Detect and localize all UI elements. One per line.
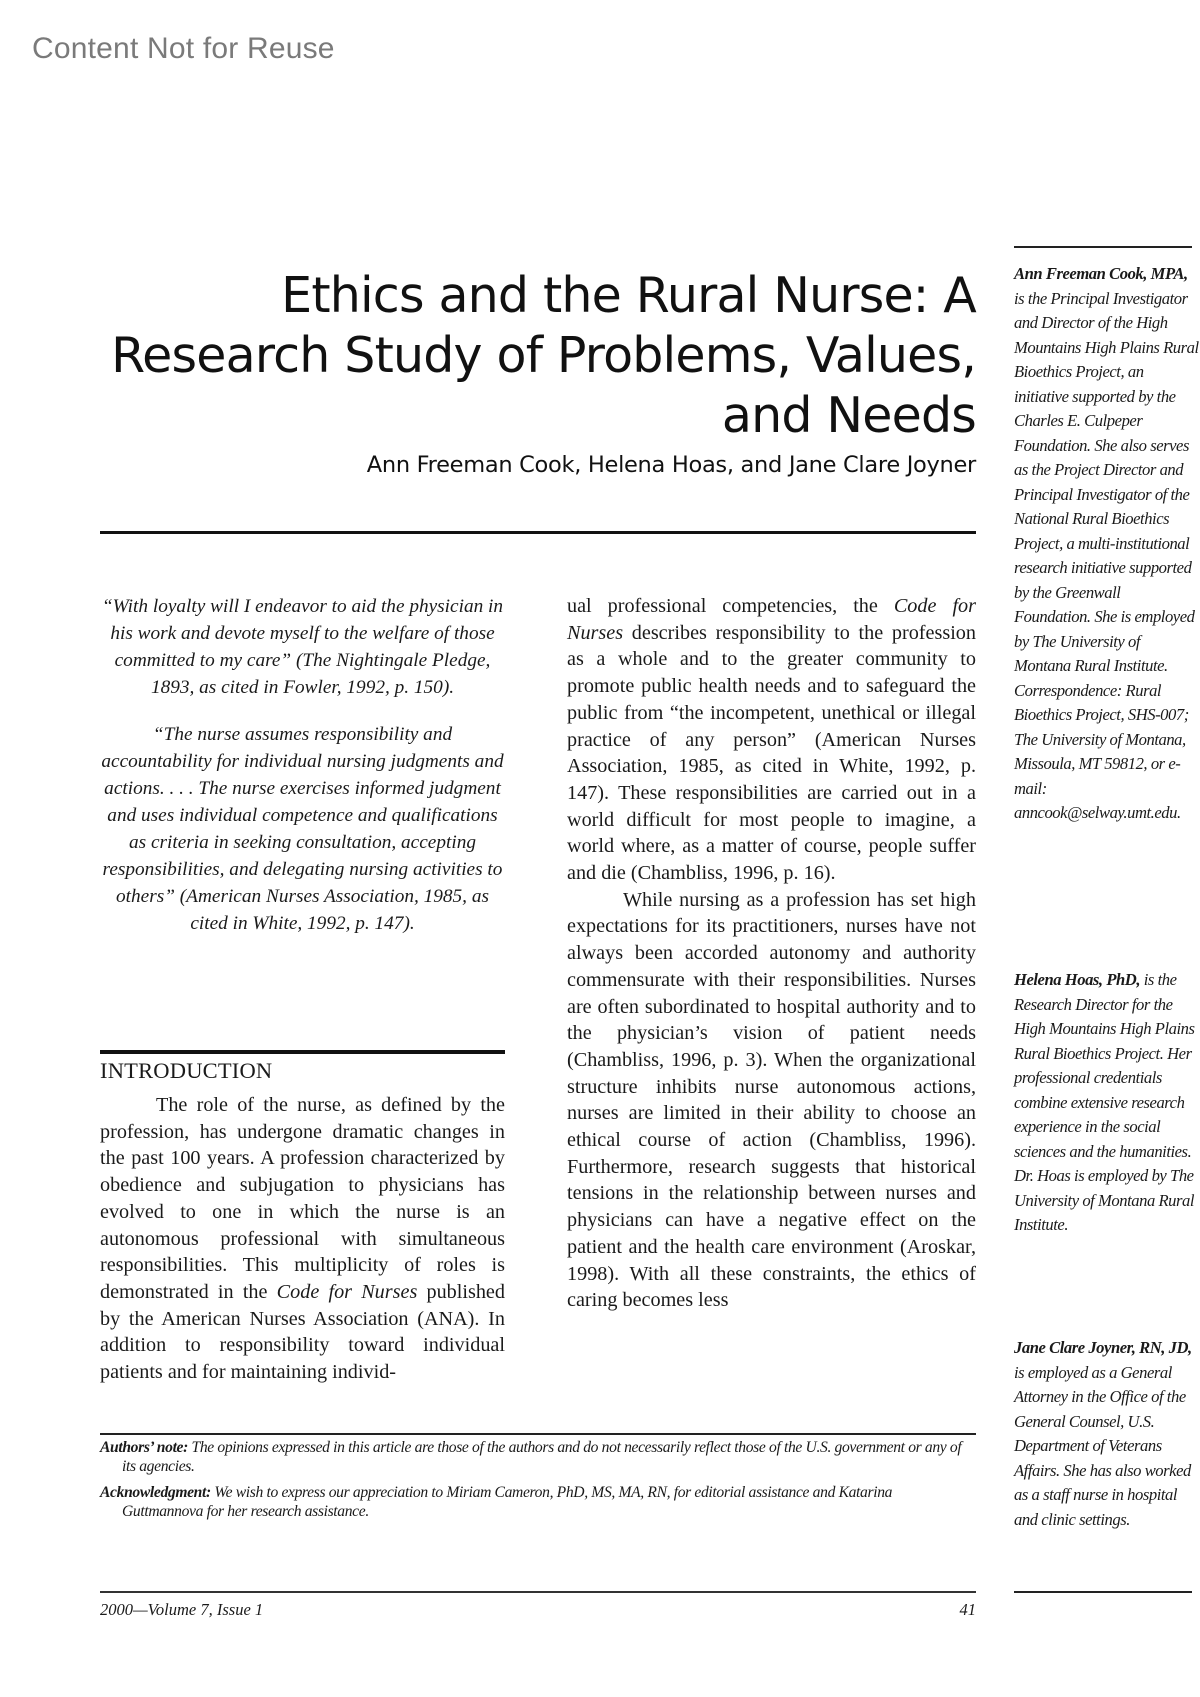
- authors-note: [100, 1438, 976, 1476]
- author-name: Jane Clare Joyner, RN, JD,: [1014, 1338, 1192, 1357]
- acknowledgment-text: We wish to express our appreciation to Miriam Cameron, PhD, MS, MA, RN, for editorial assistance and Katarina Guttmannova for her research assistance.: [122, 1484, 893, 1520]
- epigraph-nightingale-pledge: “With loyalty will I endeavor to aid the physician in his work and devote myself to the welfare of those committed to my care” (The Nightingale Pledge, 1893, as cited in Fowler, 1992, p. 150).: [101, 596, 504, 698]
- code-for-nurses-title: Code for Nurses: [276, 1280, 418, 1303]
- acknowledgment-label: Acknowledgment:: [100, 1484, 211, 1501]
- body-text: ual professional competencies, the: [567, 595, 894, 617]
- authors-note-text: The opinions expressed in this article are those of the authors and do not necessarily reflect those of the U.S. government or any of its agencies.: [122, 1439, 962, 1475]
- author-name: Helena Hoas, PhD,: [1014, 970, 1141, 989]
- notes-divider: [100, 1433, 976, 1435]
- body-text: The role of the nurse, as defined by the profession, has undergone dramatic changes in the past 100 years. A profession characterized by obedience and subjugation to physicians has evolved to one in which the nurse is an autonomous professional with simultaneous responsibilities. This multiplicity of roles is demonstrated in the: [100, 1094, 505, 1303]
- body-paragraph: While nursing as a profession has set high expectations for its practitioners, nurses have not always been accorded autonomy and authority commensurate with their responsibilities. Nurses are often subordinated to hospital authority and to the physician’s vision of patient needs (Chambliss, 1996, p. 3). When the organizational structure inhibits nurse autonomous actions, nurses are limited in their ability to choose an ethical course of action (Chambliss, 1996). Furthermore, research suggests that historical tensions in the relationship between nurses and physicians can have a negative effect on the patient and the health care environment (Aroskar, 1998). With all these constraints, the ethics of caring becomes less: [567, 888, 976, 1312]
- author-bio-joyner: [1014, 1336, 1200, 1532]
- footer-divider: [100, 1591, 976, 1593]
- code-for-nurses-title: Code for Nurses: [567, 595, 976, 644]
- watermark: Content Not for Reuse: [32, 32, 335, 65]
- journal-issue: 2000—Volume 7, Issue 1: [100, 1600, 264, 1619]
- body-paragraph: [567, 593, 976, 887]
- body-column-right: [567, 593, 976, 1314]
- epigraphs: [100, 593, 505, 957]
- page-number: 41: [959, 1600, 976, 1619]
- sidebar-divider-top: [1014, 246, 1192, 248]
- body-text: describes responsibility to the profession as a whole and to the greater community to promote public health needs and to safeguard the public from “the incompetent, unethical or illegal practice of any person” (American Nurses Association, 1985, as cited in White, 1992, p. 147). These responsibilities are carried out in a world difficult for most people to imagine, a world where, as a matter of course, people suffer and die (Chambliss, 1996, p. 16).: [567, 621, 976, 885]
- author-bio-text: is employed as a General Attorney in the Office of the General Counsel, U.S. Department of Veterans Affairs. She has also worked as a staff nurse in hospital and clinic settings.: [1014, 1362, 1191, 1529]
- author-name: Ann Freeman Cook, MPA,: [1014, 264, 1188, 283]
- authors-note-label: Authors’ note:: [100, 1439, 188, 1456]
- body-text: published by the American Nurses Association (ANA). In addition to responsibility toward individual patients and for maintaining individ-: [100, 1280, 505, 1384]
- body-column-left: [100, 1092, 505, 1386]
- sidebar-divider-bottom: [1014, 1591, 1192, 1593]
- author-bio-text: is the Research Director for the High Mountains High Plains Rural Bioethics Project. Her professional credentials combine extensive research experience in the social sciences and the humanities. Dr. Hoas is employed by The University of Montana Rural Institute.: [1014, 970, 1195, 1234]
- section-divider: [100, 1050, 505, 1054]
- epigraph-ana-code: “The nurse assumes responsibility and accountability for individual nursing judgments and actions. . . . The nurse exercises informed judgment and uses individual competence and qualifications as criteria in seeking consultation, accepting responsibilities, and delegating nursing activities to others” (American Nurses Association, 1985, as cited in White, 1992, p. 147).: [101, 724, 504, 934]
- author-bio-hoas: [1014, 968, 1200, 1238]
- acknowledgment: [100, 1483, 976, 1521]
- section-heading-introduction: INTRODUCTION: [100, 1058, 273, 1083]
- body-paragraph: [100, 1092, 505, 1386]
- title-divider: [100, 531, 976, 534]
- article-authors: Ann Freeman Cook, Helena Hoas, and Jane Clare Joyner: [366, 452, 976, 478]
- article-title: Ethics and the Rural Nurse: A Research Study of Problems, Values, and Needs: [111, 267, 976, 444]
- author-bio-text: is the Principal Investigator and Director of the High Mountains High Plains Rural Bioethics Project, an initiative supported by the Charles E. Culpeper Foundation. She also serves as the Project Director and Principal Investigator of the National Rural Bioethics Project, a multi-institutional research initiative supported by the Greenwall Foundation. She is employed by The University of Montana Rural Institute. Correspondence: Rural Bioethics Project, SHS-007; The University of Montana, Missoula, MT 59812, or e-mail: anncook@selway.umt.edu.: [1014, 288, 1199, 822]
- author-bio-cook: [1014, 262, 1200, 826]
